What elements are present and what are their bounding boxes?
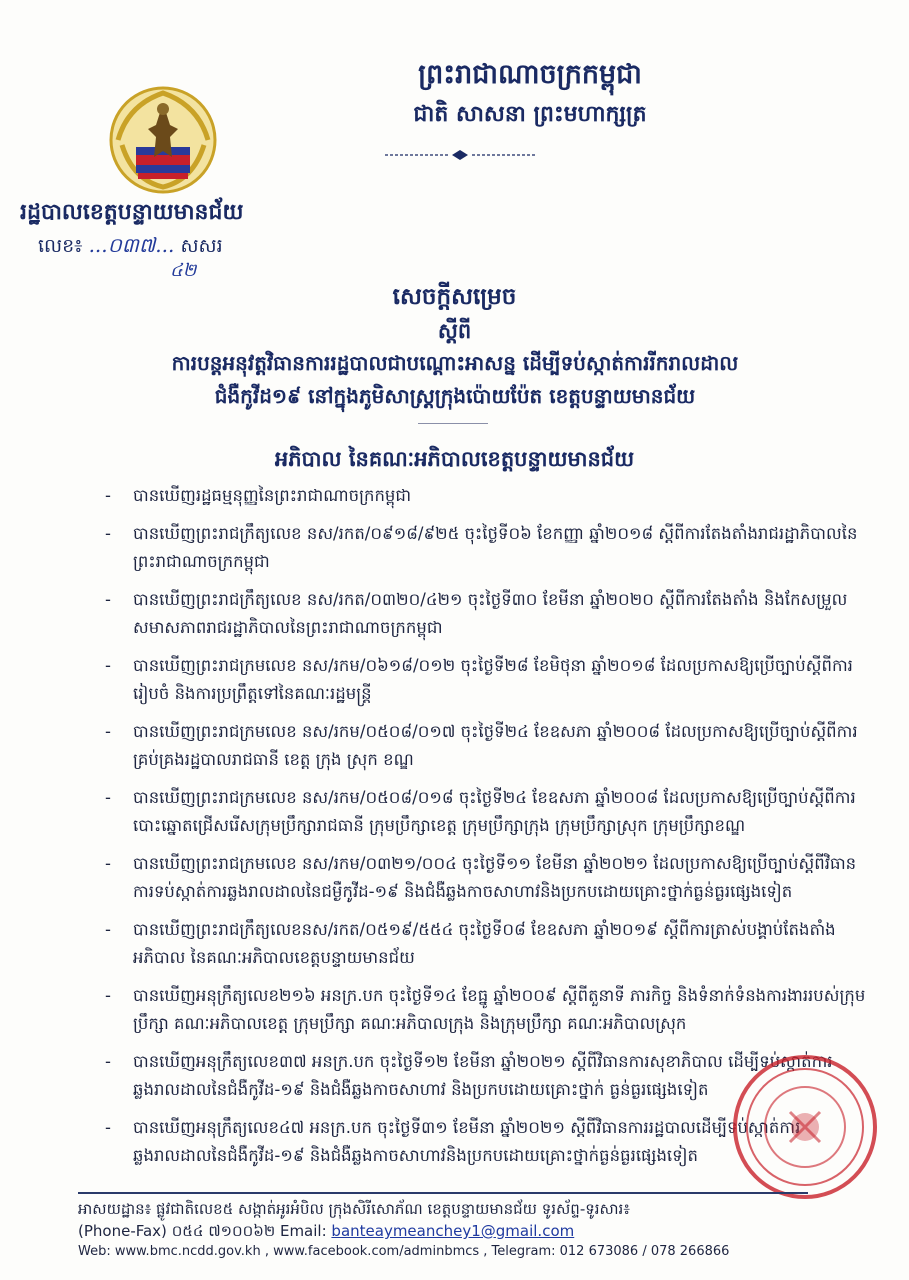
- email-label: Email:: [279, 1222, 327, 1240]
- list-item: - បានឃើញរដ្ឋធម្មនុញ្ញនៃព្រះរាជាណាចក្រកម្ពុជា: [105, 486, 412, 505]
- reference-suffix: សសរ: [180, 235, 223, 257]
- footer-web: Web: www.bmc.ncdd.gov.kh , www.facebook.com/adminbmcs , Telegram: 012 673086 / 078 266866: [78, 1244, 730, 1259]
- footer-contact: [78, 1222, 878, 1244]
- reference-handwritten-under: ៤២: [170, 260, 197, 281]
- subject-line-1: ការបន្តអនុវត្តវិធានការរដ្ឋបាលជាបណ្តោះអាសន្ន ដើម្បីទប់ស្កាត់ការរីករាលដាល: [171, 351, 739, 375]
- about-label: ស្តីពី: [437, 318, 472, 343]
- document-type: សេចក្តីសម្រេច: [392, 283, 517, 310]
- footer-divider: [78, 1192, 808, 1194]
- list-item: - បានឃើញអនុក្រឹត្យលេខ៤៧ អនក្រ.បក ចុះថ្ងៃទី៣១ ខែមីនា ឆ្នាំ២០២១ ស្តីពីវិធានការរដ្ឋបាលដើម្បីទប់ស្កាត់ការឆ្លងរាលដាលនៃជំងឺកូវីដ-១៩ និងជំងឺឆ្លងកាចសាហាវនិងប្រកបដោយគ្រោះថ្នាក់ធ្ងន់ធ្ងរផ្សេងទៀត: [105, 1117, 801, 1165]
- provincial-emblem-icon: [108, 85, 218, 195]
- list-item: - បានឃើញព្រះរាជក្រឹត្យលេខនស/រកត/០៥១៩/៥៥៤ ចុះថ្ងៃទី០៨ ខែឧសភា ឆ្នាំ២០១៩ ស្តីពីការត្រាស់បង្គាប់តែងតាំងអភិបាល នៃគណៈអភិបាលខេត្តបន្ទាយមានជ័យ: [105, 919, 836, 967]
- list-item: - បានឃើញព្រះរាជក្រមលេខ នស/រកម/០៣២១/០០៤ ចុះថ្ងៃទី១១ ខែមីនា ឆ្នាំ២០២១ ដែលប្រកាសឱ្យប្រើច្បាប់ស្តីពីវិធានការទប់ស្កាត់ការឆ្លងរាលដាលនៃជម្ងឺកូវីដ-១៩ និងជំងឺឆ្លងកាចសាហាវនិងប្រកបដោយគ្រោះថ្នាក់ធ្ងន់ធ្ងរផ្សេងទៀត: [105, 853, 857, 901]
- reference-prefix: លេខ៖: [38, 235, 83, 257]
- reference-handwritten: ...០៣៧...: [88, 233, 175, 257]
- list-item: - បានឃើញព្រះរាជក្រមលេខ នស/រកម/០៦១៨/០១២ ចុះថ្ងៃទី២៨ ខែមិថុនា ឆ្នាំ២០១៨ ដែលប្រកាសឱ្យប្រើច្បាប់ស្តីពីការរៀបចំ និងការប្រព្រឹត្តទៅនៃគណៈរដ្ឋមន្ត្រី: [105, 655, 853, 703]
- subject-line-2: ជំងឺកូវីដ១៩ នៅក្នុងភូមិសាស្ត្រក្រុងប៉ោយប៉ែត ខេត្តបន្ទាយមានជ័យ: [214, 384, 696, 408]
- kingdom-title: ព្រះរាជាណាចក្រកម្ពុជា: [418, 59, 642, 90]
- official-seal-icon: [730, 1052, 880, 1202]
- divider-ornament-icon: [380, 148, 540, 162]
- phone-number: ០៥៤ ៧១០០៦២: [171, 1222, 276, 1240]
- footer-address: អាសយដ្ឋាន៖ ផ្លូវជាតិលេខ៥ សង្កាត់អូរអំបិល ក្រុងសិរីសោភ័ណ ខេត្តបន្ទាយមានជ័យ ទូរស័ព្ទ-ទូរសារ៖: [78, 1200, 630, 1218]
- list-item: - បានឃើញព្រះរាជក្រមលេខ នស/រកម/០៥០៨/០១៧ ចុះថ្ងៃទី២៤ ខែឧសភា ឆ្នាំ២០០៨ ដែលប្រកាសឱ្យប្រើច្បាប់ស្តីពីការគ្រប់គ្រងរដ្ឋបាលរាជធានី ខេត្ត ក្រុង ស្រុក ខណ្ឌ: [105, 721, 858, 769]
- list-item: - បានឃើញព្រះរាជក្រឹត្យលេខ នស/រកត/០៣២០/៤២១ ចុះថ្ងៃទី៣០ ខែមីនា ឆ្នាំ២០២០ ស្តីពីការតែងតាំង និងកែសម្រួលសមាសភាពរាជរដ្ឋាភិបាលនៃព្រះរាជាណាចក្រកម្ពុជា: [105, 589, 848, 637]
- national-motto: ជាតិ សាសនា ព្រះមហាក្សត្រ: [413, 101, 647, 127]
- title-divider: [418, 423, 488, 424]
- phone-label: (Phone-Fax): [78, 1222, 167, 1240]
- list-item: - បានឃើញព្រះរាជក្រឹត្យលេខ នស/រកត/០៩១៨/៩២៥ ចុះថ្ងៃទី០៦ ខែកញ្ញា ឆ្នាំ២០១៨ ស្តីពីការតែងតាំងរាជរដ្ឋាភិបាលនៃព្រះរាជាណាចក្រកម្ពុជា: [105, 523, 858, 571]
- list-item: - បានឃើញព្រះរាជក្រមលេខ នស/រកម/០៥០៨/០១៨ ចុះថ្ងៃទី២៤ ខែឧសភា ឆ្នាំ២០០៨ ដែលប្រកាសឱ្យប្រើច្បាប់ស្តីពីការបោះឆ្នោតជ្រើសរើសក្រុមប្រឹក្សារាជធានី ក្រុមប្រឹក្សាខេត្ត ក្រុមប្រឹក្សាក្រុង ក្រុមប្រឹក្សាស្រុក ក្រុមប្រឹក្សាខណ្ឌ: [105, 787, 856, 835]
- list-item: - បានឃើញអនុក្រឹត្យលេខ៣៧ អនក្រ.បក ចុះថ្ងៃទី១២ ខែមីនា ឆ្នាំ២០២១ ស្តីពីវិធានការសុខាភិបាល ដើម្បីទប់ស្កាត់ការឆ្លងរាលដាលនៃជំងឺកូវីដ-១៩ និងជំងឺឆ្លងកាចសាហាវ និងប្រកបដោយគ្រោះថ្នាក់ ធ្ងន់ធ្ងរផ្សេងទៀត: [105, 1051, 833, 1099]
- list-item: - បានឃើញអនុក្រឹត្យលេខ២១៦ អនក្រ.បក ចុះថ្ងៃទី១៤ ខែធ្នូ ឆ្នាំ២០០៩ ស្តីពីតួនាទី ភារកិច្ច និងទំនាក់ទំនងការងាររបស់ក្រុមប្រឹក្សា គណៈអភិបាលខេត្ត ក្រុមប្រឹក្សា គណៈអភិបាលក្រុង និងក្រុមប្រឹក្សា គណៈអភិបាលស្រុក: [105, 985, 866, 1033]
- issuing-administration: រដ្ឋបាលខេត្តបន្ទាយមានជ័យ: [20, 199, 244, 225]
- email-link[interactable]: banteaymeanchey1@gmail.com: [331, 1222, 575, 1240]
- issuer-title: អភិបាល នៃគណៈអភិបាលខេត្តបន្ទាយមានជ័យ: [274, 446, 635, 471]
